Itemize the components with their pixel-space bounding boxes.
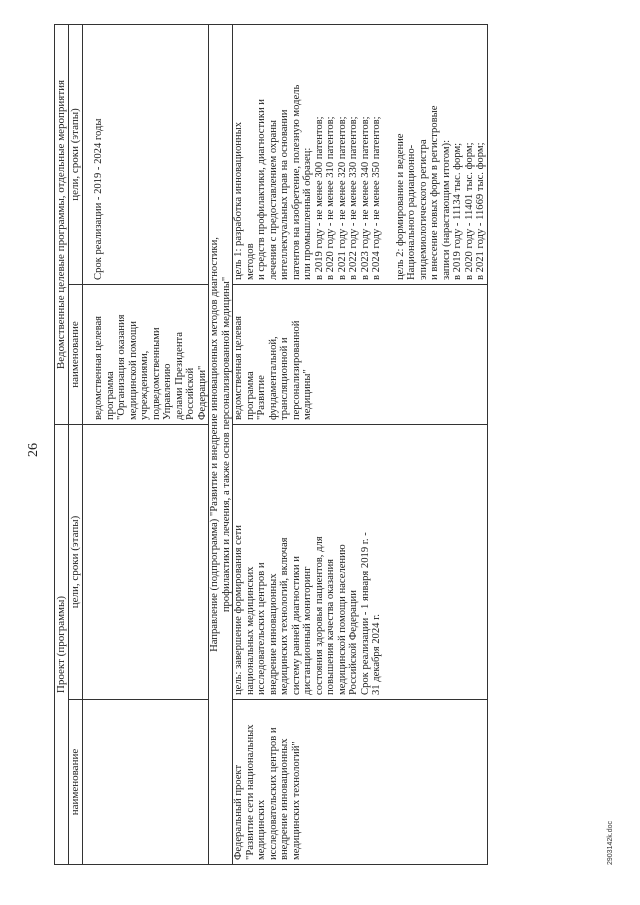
table-row: [83, 24, 209, 864]
direction-row: [209, 24, 233, 864]
file-id: 2903142k.doc: [607, 821, 614, 865]
project-name: Федеральный проект "Развитие сети национальных медицинских исследовательских центров и внедрение инновационных медицинских технологий": [233, 724, 302, 860]
direction-cell: [209, 24, 233, 864]
project-goals-cell: [233, 424, 488, 699]
header-col-program-goals: цели, сроки (этапы): [69, 24, 83, 284]
programs-table: [54, 24, 488, 865]
header-col-goals: цели, сроки (этапы): [69, 424, 83, 699]
header-group-programs: Ведомственные целевые программы, отдельные мероприятия: [55, 24, 69, 424]
goal-1: цель 1: разработка инновационных методов и средств профилактики, диагностики и лечения с предоставлением охраны интеллектуальных прав на основании патентов на изобретение, полезную модель или промышленный образец: в 2019 году - не менее 300 патентов; в 2020 году - не менее 310 патентов; в 2021 году - не менее 320 патентов; в 2022 году - не менее 330 патентов; в 2023 году - не менее 340 патентов; в 2024 году - не менее 350 патентов;: [233, 84, 382, 280]
program-name-cell: [233, 284, 488, 424]
goal-2: цель 2: формирование и ведение Национального радиационно- эпидемиологического регистра и внесение новых форм в регистровые записи (нарастающим итогом): в 2019 году - 11134 тыс. форм; в 2020 году - 11401 тыс. форм; в 2021 году - 11669 тыс. форм;: [394, 105, 486, 280]
program-name: ведомственная целевая программа "Развитие фундаментальной, трансляционной и персонализированной медицины": [233, 315, 313, 420]
empty-cell: [83, 424, 209, 699]
table-row: [233, 24, 488, 864]
project-name-cell: [233, 700, 488, 865]
header-group-projects: Проект (программы): [55, 424, 69, 864]
header-group-row: [55, 24, 69, 864]
direction-title: Направление (подпрограмма) "Развитие и внедрение инновационных методов диагностики, профилактики и лечения, а также основ персонализированной медицины": [209, 237, 232, 652]
rotated-page: [20, 10, 620, 890]
program-name: ведомственная целевая программа "Организация оказания медицинской помощи учреждениями, подведомственными Управлению делами Президента Российской Федерации": [93, 314, 208, 420]
program-name-cell: [83, 284, 209, 424]
header-columns-row: [69, 24, 83, 864]
header-col-name: наименование: [69, 700, 83, 865]
program-goals-cell: [83, 24, 209, 284]
program-goals: Срок реализации - 2019 - 2024 годы: [93, 118, 104, 280]
program-goals-cell: [233, 24, 488, 284]
page-number: 26: [26, 443, 41, 457]
empty-cell: [83, 700, 209, 865]
project-goals: цель: завершение формирования сети национальных медицинских исследовательских центров и внедрение инновационных медицинских технологий, включая систему ранней диагностики и дистанционный мониторинг состояния здоровья пациентов, для повышения качества оказания медицинской помощи населению Российской Федерации Срок реализации - 1 января 2019 г. - 31 декабря 2024 г.: [233, 525, 382, 695]
header-col-program-name: наименование: [69, 284, 83, 424]
